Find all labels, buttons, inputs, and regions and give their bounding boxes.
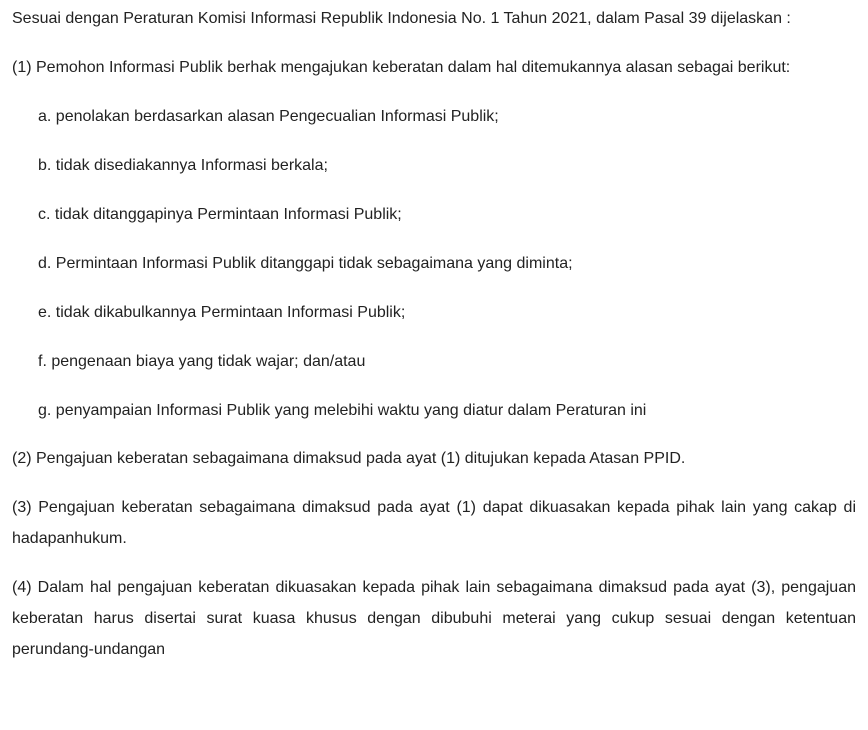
ayat-3-paragraph: (3) Pengajuan keberatan sebagaimana dimaksud pada ayat (1) dapat dikuasakan kepada pihak lain yang cakap di hadapanhukum.: [12, 499, 856, 547]
reasons-list: [12, 101, 856, 426]
ayat-1-paragraph: (1) Pemohon Informasi Publik berhak mengajukan keberatan dalam hal ditemukannya alasan sebagai berikut:: [12, 59, 791, 76]
ayat-4-paragraph: (4) Dalam hal pengajuan keberatan dikuasakan kepada pihak lain sebagaimana dimaksud pada ayat (3), pengajuan keberatan harus disertai surat kuasa khusus dengan dibubuhi meterai yang cukup sesuai dengan ketentuan perundang-undangan: [12, 579, 856, 658]
list-item-b: b. tidak disediakannya Informasi berkala;: [38, 157, 328, 174]
regulation-text: [12, 0, 856, 665]
list-item-g: g. penyampaian Informasi Publik yang melebihi waktu yang diatur dalam Peraturan ini: [38, 402, 647, 419]
ayat-2-paragraph: (2) Pengajuan keberatan sebagaimana dimaksud pada ayat (1) ditujukan kepada Atasan PPID.: [12, 450, 686, 467]
list-item-d: d. Permintaan Informasi Publik ditanggapi tidak sebagaimana yang diminta;: [38, 255, 573, 272]
list-item-a: a. penolakan berdasarkan alasan Pengecualian Informasi Publik;: [38, 108, 499, 125]
list-item-c: c. tidak ditanggapinya Permintaan Informasi Publik;: [38, 206, 402, 223]
intro-paragraph: Sesuai dengan Peraturan Komisi Informasi Republik Indonesia No. 1 Tahun 2021, dalam Pasal 39 dijelaskan :: [12, 10, 791, 27]
list-item-f: f. pengenaan biaya yang tidak wajar; dan/atau: [38, 353, 366, 370]
list-item-e: e. tidak dikabulkannya Permintaan Informasi Publik;: [38, 304, 406, 321]
